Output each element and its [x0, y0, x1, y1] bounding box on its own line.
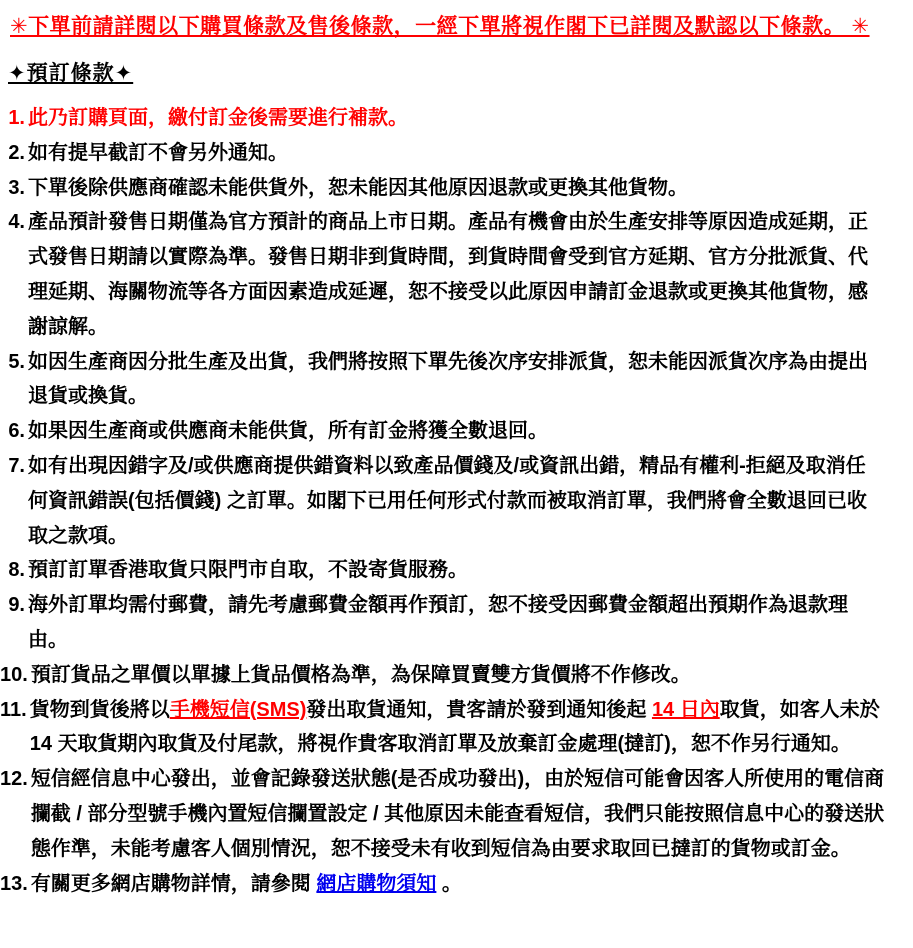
term-text: [31, 762, 885, 866]
plain-text: 取貨，如客人未於 14 天取貨期內取貨及付尾款，將視作貴客取消訂單及放棄訂金處理(撻訂)，恕不作另行通知。: [29, 698, 880, 756]
term-text: [28, 171, 885, 206]
term-number: 6.: [8, 420, 25, 443]
term-text: [30, 693, 885, 763]
term-number: 9.: [8, 594, 25, 617]
term-text: [28, 588, 885, 658]
store-shopping-notice-link[interactable]: 網店購物須知: [316, 872, 437, 895]
plain-text: 有關更多網店購物詳情，請參閱: [30, 872, 317, 895]
term-number: 11.: [0, 698, 27, 721]
term-number: 8.: [8, 559, 25, 582]
plain-text: 發出取貨通知，貴客請於發到通知後起: [306, 698, 652, 721]
term-number: 10.: [0, 663, 28, 686]
term-text: [28, 136, 885, 171]
plain-text: 產品預計發售日期僅為官方預計的商品上市日期。產品有機會由於生產安排等原因造成延期，正式發售日期請以實際為準。發售日期非到貨時間，到貨時間會受到官方延期、官方分批派貨、代理延期、海關物流等各方面因素造成延遲，恕不接受以此原因申請訂金退款或更換其他貨物，感謝諒解。: [28, 211, 868, 338]
plain-text: 如果因生產商或供應商未能供貨，所有訂金將獲全數退回。: [28, 420, 548, 443]
plain-text: 如有出現因錯字及/或供應商提供錯資料以致產品價錢及/或資訊出錯，精品有權利-拒絕及取消任何資訊錯誤(包括價錢) 之訂單。如閣下已用任何形式付款而被取消訂單，我們將會全數退回已收取之款項。: [28, 454, 867, 547]
term-number: 4.: [8, 211, 25, 234]
purchase-terms-notice: ✳下單前請詳閱以下購買條款及售後條款，一經下單將視作閣下已詳閱及默認以下條款。 ✳: [10, 15, 870, 38]
term-item-1: [0, 101, 885, 136]
preorder-terms-title: ✦預訂條款✦: [8, 62, 134, 85]
plain-text: 此乃訂購頁面，繳付訂金後需要進行補款。: [28, 107, 408, 129]
term-item-11: [0, 693, 885, 763]
plain-text: 貨物到貨後將以: [29, 698, 170, 721]
term-text: [31, 658, 885, 693]
term-item-12: [0, 762, 885, 866]
terms-list: [0, 101, 885, 901]
term-item-8: [0, 553, 885, 588]
term-text: [28, 553, 885, 588]
plain-text: 海外訂單均需付郵費，請先考慮郵費金額再作預訂，恕不接受因郵費金額超出預期作為退款理由。: [28, 594, 848, 651]
plain-text: 下單後除供應商確認未能供貨外，恕未能因其他原因退款或更換其他貨物。: [28, 176, 688, 199]
term-number: 7.: [8, 454, 25, 477]
section-title-row: [8, 59, 885, 89]
term-text: [28, 205, 885, 344]
plain-text: 預訂訂單香港取貨只限門市自取，不設寄貨服務。: [28, 559, 468, 582]
term-item-3: [0, 171, 885, 206]
plain-text: 如有提早截訂不會另外通知。: [28, 141, 288, 164]
term-item-2: [0, 136, 885, 171]
plain-text: 預訂貨品之單價以單據上貨品價格為準，為保障買賣雙方貨價將不作修改。: [30, 663, 691, 686]
term-number: 2.: [8, 141, 25, 164]
plain-text: 短信經信息中心發出，並會記錄發送狀態(是否成功發出)，由於短信可能會因客人所使用的電信商攔截 / 部分型號手機內置短信攔置設定 / 其他原因未能查看短信，我們只能按照信息中心的發送狀態作準，未能考慮客人個別情況，恕不接受未有收到短信為由要求取回已撻訂的貨物或訂金。: [30, 768, 885, 860]
term-item-6: [0, 414, 885, 449]
term-text: [28, 345, 885, 415]
term-text: [28, 414, 885, 449]
term-number: 13.: [0, 872, 28, 895]
term-number: 5.: [8, 350, 25, 373]
term-number: 1.: [8, 107, 25, 129]
term-item-5: [0, 345, 885, 415]
term-item-9: [0, 588, 885, 658]
term-number: 3.: [8, 176, 25, 199]
term-item-13: [0, 867, 885, 902]
term-item-7: [0, 449, 885, 553]
plain-text: 。: [436, 872, 462, 895]
term-item-10: [0, 658, 885, 693]
highlighted-text: 手機短信(SMS): [169, 698, 307, 721]
term-text: [28, 101, 885, 136]
term-item-4: [0, 205, 885, 344]
term-text: [28, 449, 885, 553]
highlighted-text: 14 日內: [651, 698, 720, 721]
plain-text: 如因生產商因分批生產及出貨，我們將按照下單先後次序安排派貨，恕未能因派貨次序為由提出退貨或換貨。: [28, 350, 868, 408]
term-text: [31, 867, 885, 902]
term-number: 12.: [0, 768, 28, 791]
